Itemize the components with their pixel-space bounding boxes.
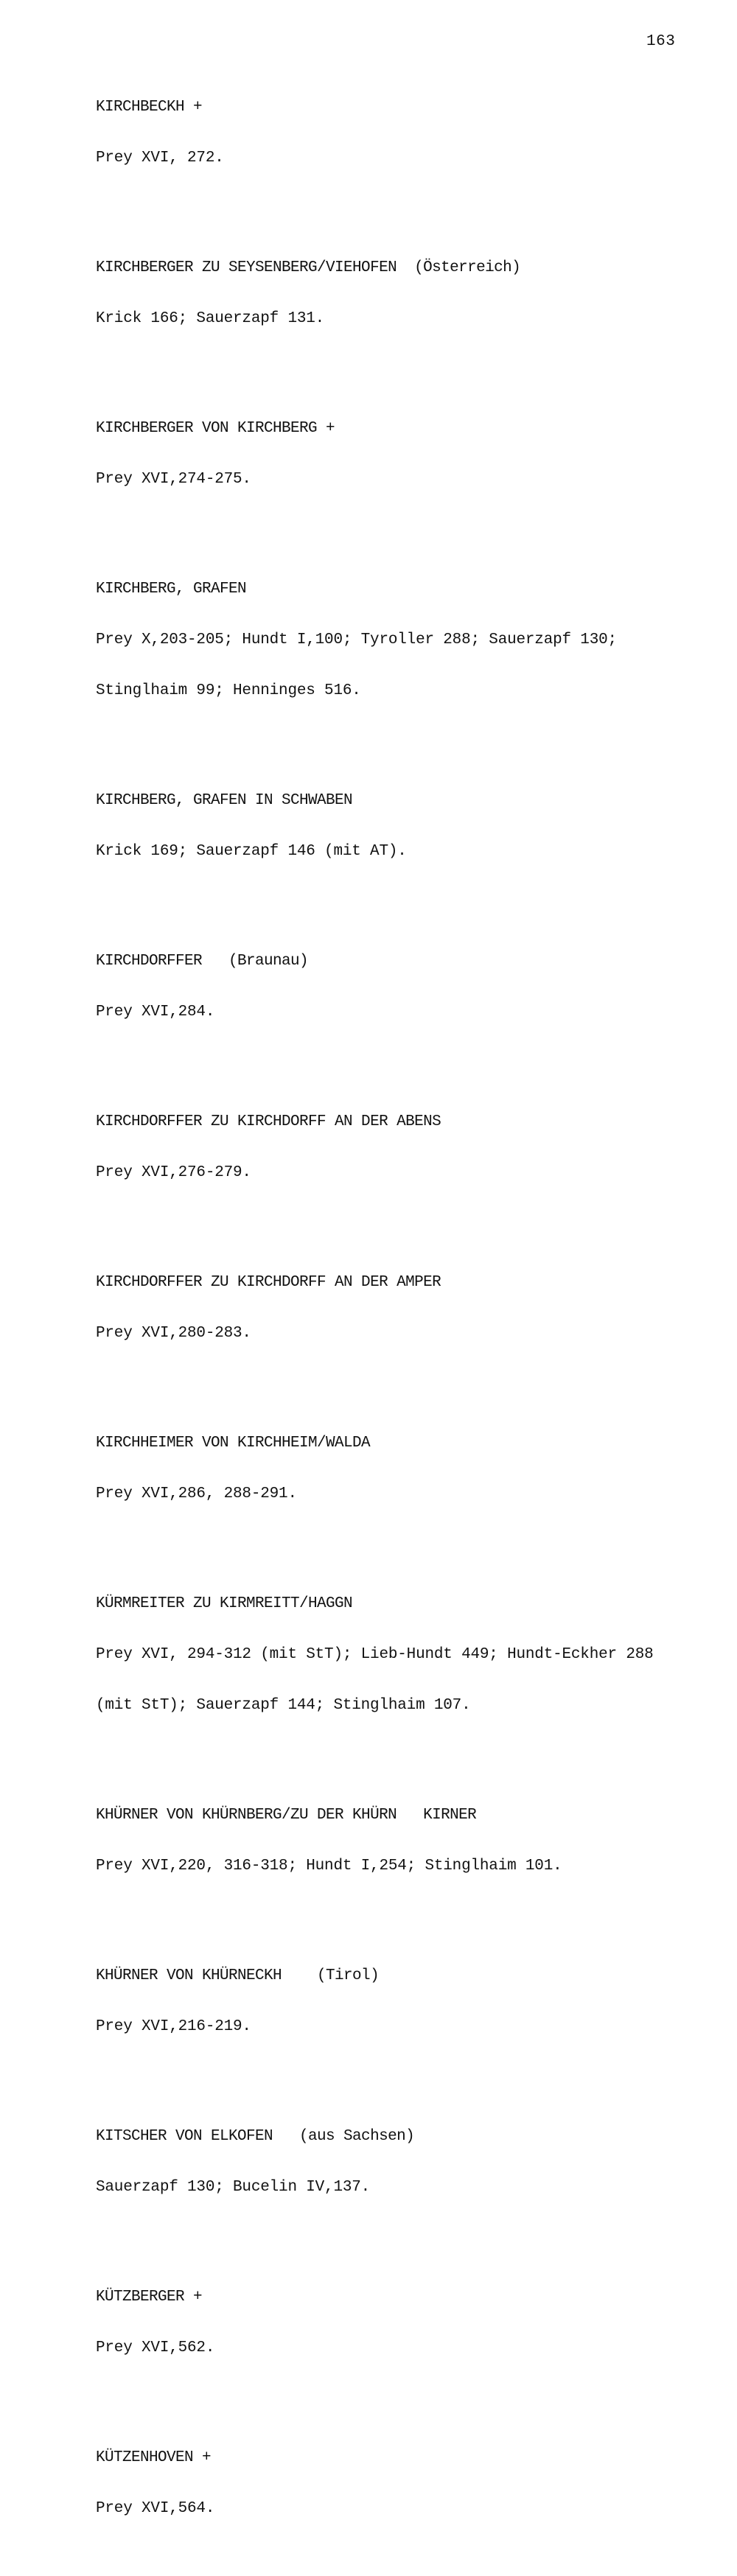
- entry-reference: Prey XVI,280-283.: [96, 1325, 251, 1342]
- page-number: 163: [646, 33, 676, 50]
- entry-heading: KIRCHDORFFER ZU KIRCHDORFF AN DER AMPER: [96, 1274, 441, 1291]
- index-entry: [96, 1933, 722, 2069]
- index-entry: [96, 758, 722, 894]
- index-entry: [96, 225, 722, 361]
- entry-reference: Prey X,203-205; Hundt I,100; Tyroller 288; Sauerzapf 130;: [96, 631, 617, 648]
- entry-heading: KIRCHBECKH +: [96, 99, 203, 116]
- entry-heading: KIRCHDORFFER (Braunau): [96, 953, 309, 970]
- index-entry: [96, 1773, 722, 1908]
- index-entry: [96, 386, 722, 522]
- index-entry: [96, 919, 722, 1054]
- entry-heading: KIRCHBERGER ZU SEYSENBERG/VIEHOFEN (Österreich): [96, 259, 521, 276]
- entry-heading: KIRCHDORFFER ZU KIRCHDORFF AN DER ABENS: [96, 1113, 441, 1130]
- entry-heading: KÜTZBERGER +: [96, 2289, 203, 2306]
- entry-reference: Prey XVI,276-279.: [96, 1164, 251, 1181]
- entry-heading: KIRCHBERG, GRAFEN: [96, 581, 247, 598]
- entry-reference: Sauerzapf 130; Bucelin IV,137.: [96, 2179, 371, 2196]
- entry-heading: KHÜRNER VON KHÜRNBERG/ZU DER KHÜRN KIRNER: [96, 1807, 477, 1824]
- entry-heading: KÜTZENHOVEN +: [96, 2449, 212, 2466]
- entry-heading: KIRCHBERG, GRAFEN IN SCHWABEN: [96, 792, 353, 809]
- index-entry: [96, 1561, 722, 1748]
- entry-heading: KHÜRNER VON KHÜRNECKH (Tirol): [96, 1967, 380, 1984]
- entry-reference: Prey XVI,216-219.: [96, 2018, 251, 2035]
- entry-reference: Prey XVI,220, 316-318; Hundt I,254; Stinglhaim 101.: [96, 1858, 562, 1875]
- entry-heading: KIRCHHEIMER VON KIRCHHEIM/WALDA: [96, 1435, 371, 1452]
- entry-reference: Krick 169; Sauerzapf 146 (mit AT).: [96, 843, 407, 860]
- entry-heading: KIRCHBERGER VON KIRCHBERG +: [96, 420, 335, 437]
- entry-reference: (mit StT); Sauerzapf 144; Stinglhaim 107.: [96, 1697, 471, 1714]
- entry-reference: Prey XVI,284.: [96, 1004, 215, 1021]
- index-entries: [96, 65, 722, 2576]
- index-entry: [96, 2255, 722, 2390]
- entry-reference: Prey XVI,562.: [96, 2339, 215, 2356]
- entry-reference: Prey XVI,564.: [96, 2500, 215, 2517]
- index-entry: [96, 2094, 722, 2230]
- entry-reference: Prey XVI,274-275.: [96, 471, 251, 488]
- entry-reference: Prey XVI, 272.: [96, 150, 224, 167]
- index-entry: [96, 1079, 722, 1215]
- index-entry: [96, 1240, 722, 1376]
- index-entry: [96, 65, 722, 200]
- index-entry: [96, 547, 722, 733]
- entry-heading: KÜRMREITER ZU KIRMREITT/HAGGN: [96, 1595, 353, 1612]
- index-entry: [96, 2415, 722, 2551]
- entry-reference: Prey XVI,286, 288-291.: [96, 1485, 297, 1502]
- entry-reference: Stinglhaim 99; Henninges 516.: [96, 682, 361, 699]
- entry-reference: Krick 166; Sauerzapf 131.: [96, 310, 325, 327]
- index-entry: [96, 1401, 722, 1536]
- entry-heading: KITSCHER VON ELKOFEN (aus Sachsen): [96, 2128, 415, 2145]
- entry-reference: Prey XVI, 294-312 (mit StT); Lieb-Hundt 449; Hundt-Eckher 288: [96, 1646, 654, 1663]
